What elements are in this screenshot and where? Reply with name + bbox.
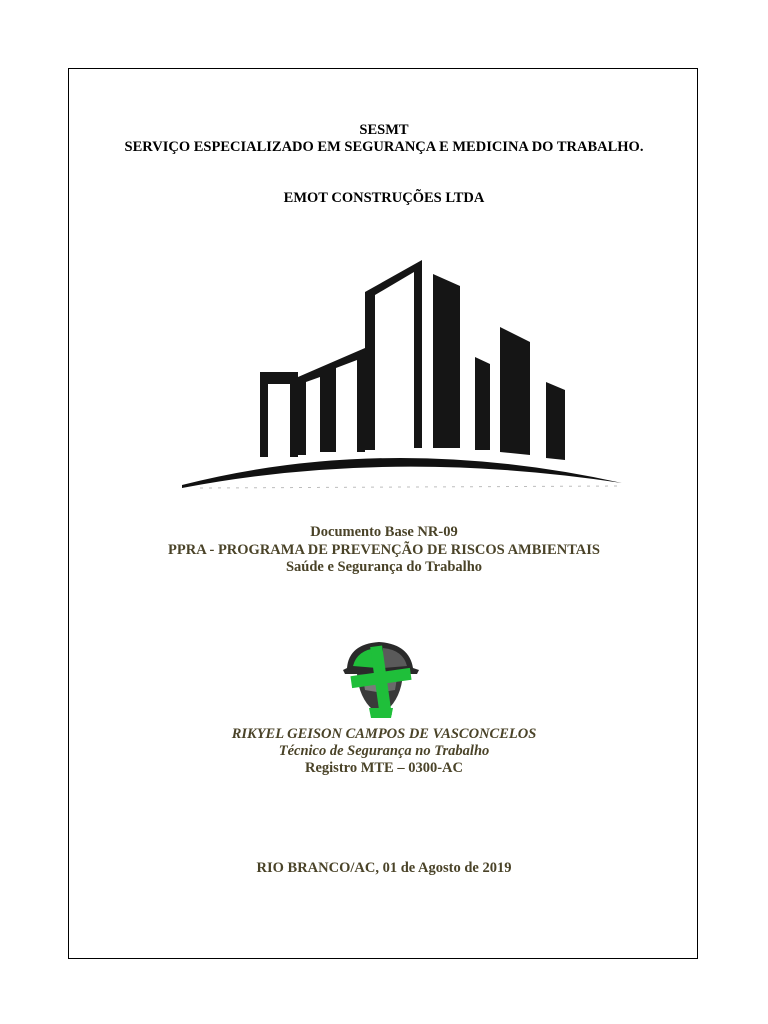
technician-name: RIKYEL GEISON CAMPOS DE VASCONCELOS (231, 726, 537, 742)
safety-helmet-cross-emblem-icon (337, 638, 423, 720)
place-and-date: RIO BRANCO/AC, 01 de Agosto de 2019 (256, 860, 512, 876)
program-title: PPRA - PROGRAMA DE PREVENÇÃO DE RISCOS AMBIENTAIS (168, 542, 600, 558)
document-subtitle: Saúde e Segurança do Trabalho (285, 559, 483, 575)
technician-registration: Registro MTE – 0300-AC (304, 760, 463, 776)
sesmt-acronym: SESMT (359, 122, 409, 138)
company-name: EMOT CONSTRUÇÕES LTDA (283, 190, 485, 206)
document-base-label: Documento Base NR-09 (310, 524, 458, 540)
sesmt-full-name: SERVIÇO ESPECIALIZADO EM SEGURANÇA E MEDICINA DO TRABALHO. (124, 139, 644, 155)
technician-role: Técnico de Segurança no Trabalho (278, 743, 490, 759)
city-skyline-logo-icon (160, 252, 630, 492)
